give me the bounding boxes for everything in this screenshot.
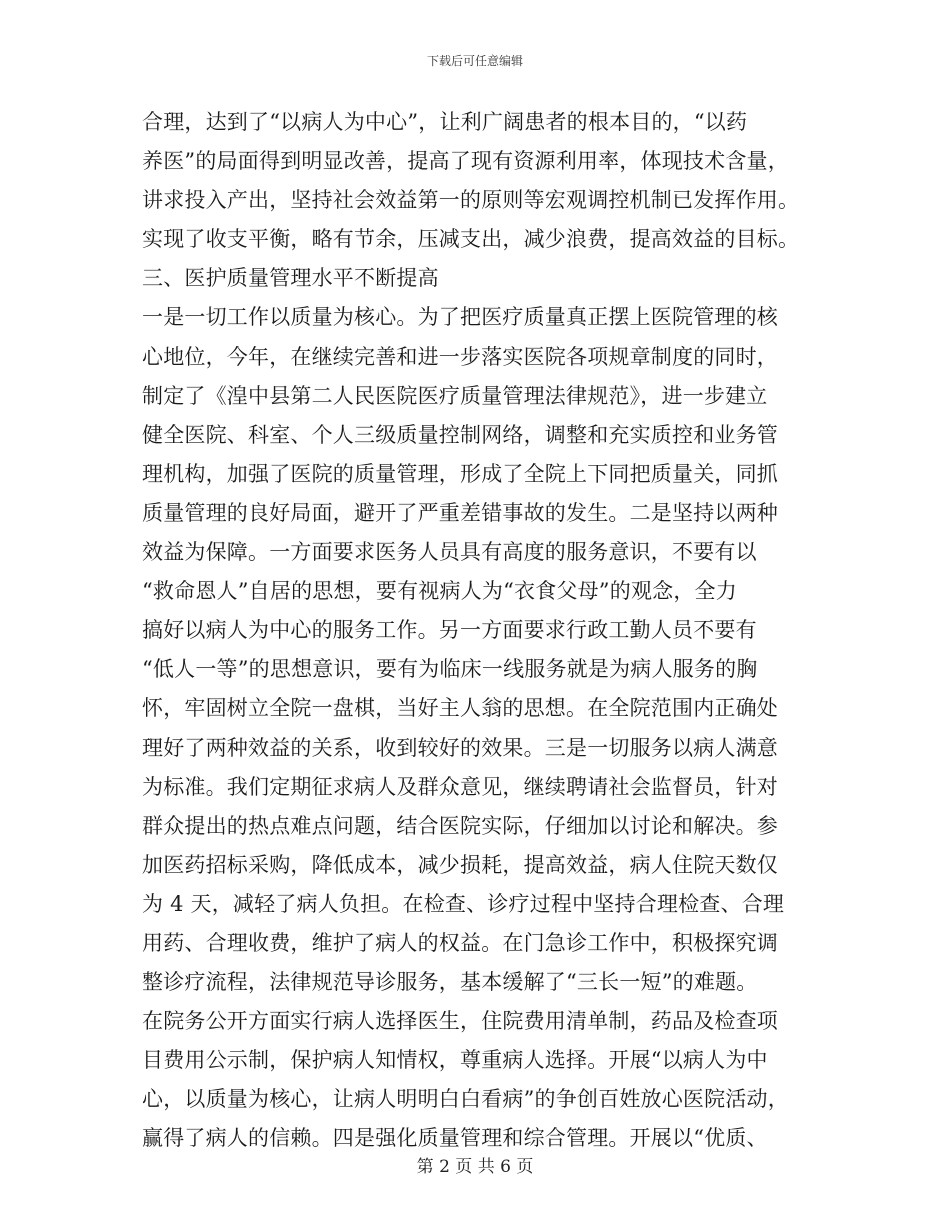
text-line: 心，以质量为核心，让病人明明白白看病”的争创百姓放心医院活动， — [142, 1087, 789, 1112]
text-line: 理机构，加强了医院的质量管理，形成了全院上下同把质量关，同抓 — [142, 461, 778, 486]
section-heading: 三、医护质量管理水平不断提高 — [142, 266, 439, 291]
text-line: 群众提出的热点难点问题，结合医院实际，仔细加以讨论和解决。参 — [142, 813, 778, 838]
text-line: 制定了《湟中县第二人民医院医疗质量管理法律规范》，进一步建立 — [142, 383, 768, 408]
text-line: 怀，牢固树立全院一盘棋，当好主人翁的思想。在全院范围内正确处 — [142, 696, 778, 721]
text-line: 搞好以病人为中心的服务工作。另一方面要求行政工勤人员不要有 — [142, 618, 757, 643]
page-number-footer: 第 2 页 共 6 页 — [416, 1157, 534, 1177]
text-line: 理好了两种效益的关系，收到较好的效果。三是一切服务以病人满意 — [142, 735, 778, 760]
text-line: 健全医院、科室、个人三级质量控制网络，调整和充实质控和业务管 — [142, 422, 778, 447]
text-line: “低人一等”的思想意识，要有为临床一线服务就是为病人服务的胸 — [142, 657, 758, 682]
text-line: 目费用公示制，保护病人知情权，尊重病人选择。开展“以病人为中 — [142, 1048, 768, 1073]
document-body — [142, 103, 822, 1159]
text-line: 质量管理的良好局面，避开了严重差错事故的发生。二是坚持以两种 — [142, 500, 778, 525]
text-line: 养医”的局面得到明显改善，提高了现有资源利用率，体现技术含量， — [142, 149, 789, 174]
text-line: 整诊疗流程，法律规范导诊服务，基本缓解了“三长一短”的难题。 — [142, 970, 758, 995]
text-line: 为 4 天，减轻了病人负担。在检查、诊疗过程中坚持合理检查、合理 — [142, 891, 785, 916]
text-line: 实现了收支平衡，略有节余，压减支出，减少浪费，提高效益的目标。 — [142, 227, 800, 252]
text-line: 为标准。我们定期征求病人及群众意见，继续聘请社会监督员，针对 — [142, 774, 778, 799]
text-line: “救命恩人”自居的思想，要有视病人为“衣食父母”的观念，全力 — [142, 579, 737, 604]
text-line: 在院务公开方面实行病人选择医生，住院费用清单制，药品及检查项 — [142, 1009, 778, 1034]
text-line: 心地位，今年，在继续完善和进一步落实医院各项规章制度的同时， — [142, 344, 778, 369]
text-line: 加医药招标采购，降低成本，减少损耗，提高效益，病人住院天数仅 — [142, 852, 778, 877]
text-line: 赢得了病人的信赖。四是强化质量管理和综合管理。开展以“优质、 — [142, 1126, 768, 1151]
text-line: 合理，达到了“以病人为中心”，让利广阔患者的根本目的，“以药 — [142, 110, 748, 134]
page-header-note: 下载后可任意编辑 — [426, 54, 523, 68]
text-line: 用药、合理收费，维护了病人的权益。在门急诊工作中，积极探究调 — [142, 930, 778, 955]
text-line: 讲求投入产出，坚持社会效益第一的原则等宏观调控机制已发挥作用。 — [142, 188, 800, 213]
text-line: 一是一切工作以质量为核心。为了把医疗质量真正摆上医院管理的核 — [142, 305, 778, 330]
text-line: 效益为保障。一方面要求医务人员具有高度的服务意识，不要有以 — [142, 540, 757, 565]
